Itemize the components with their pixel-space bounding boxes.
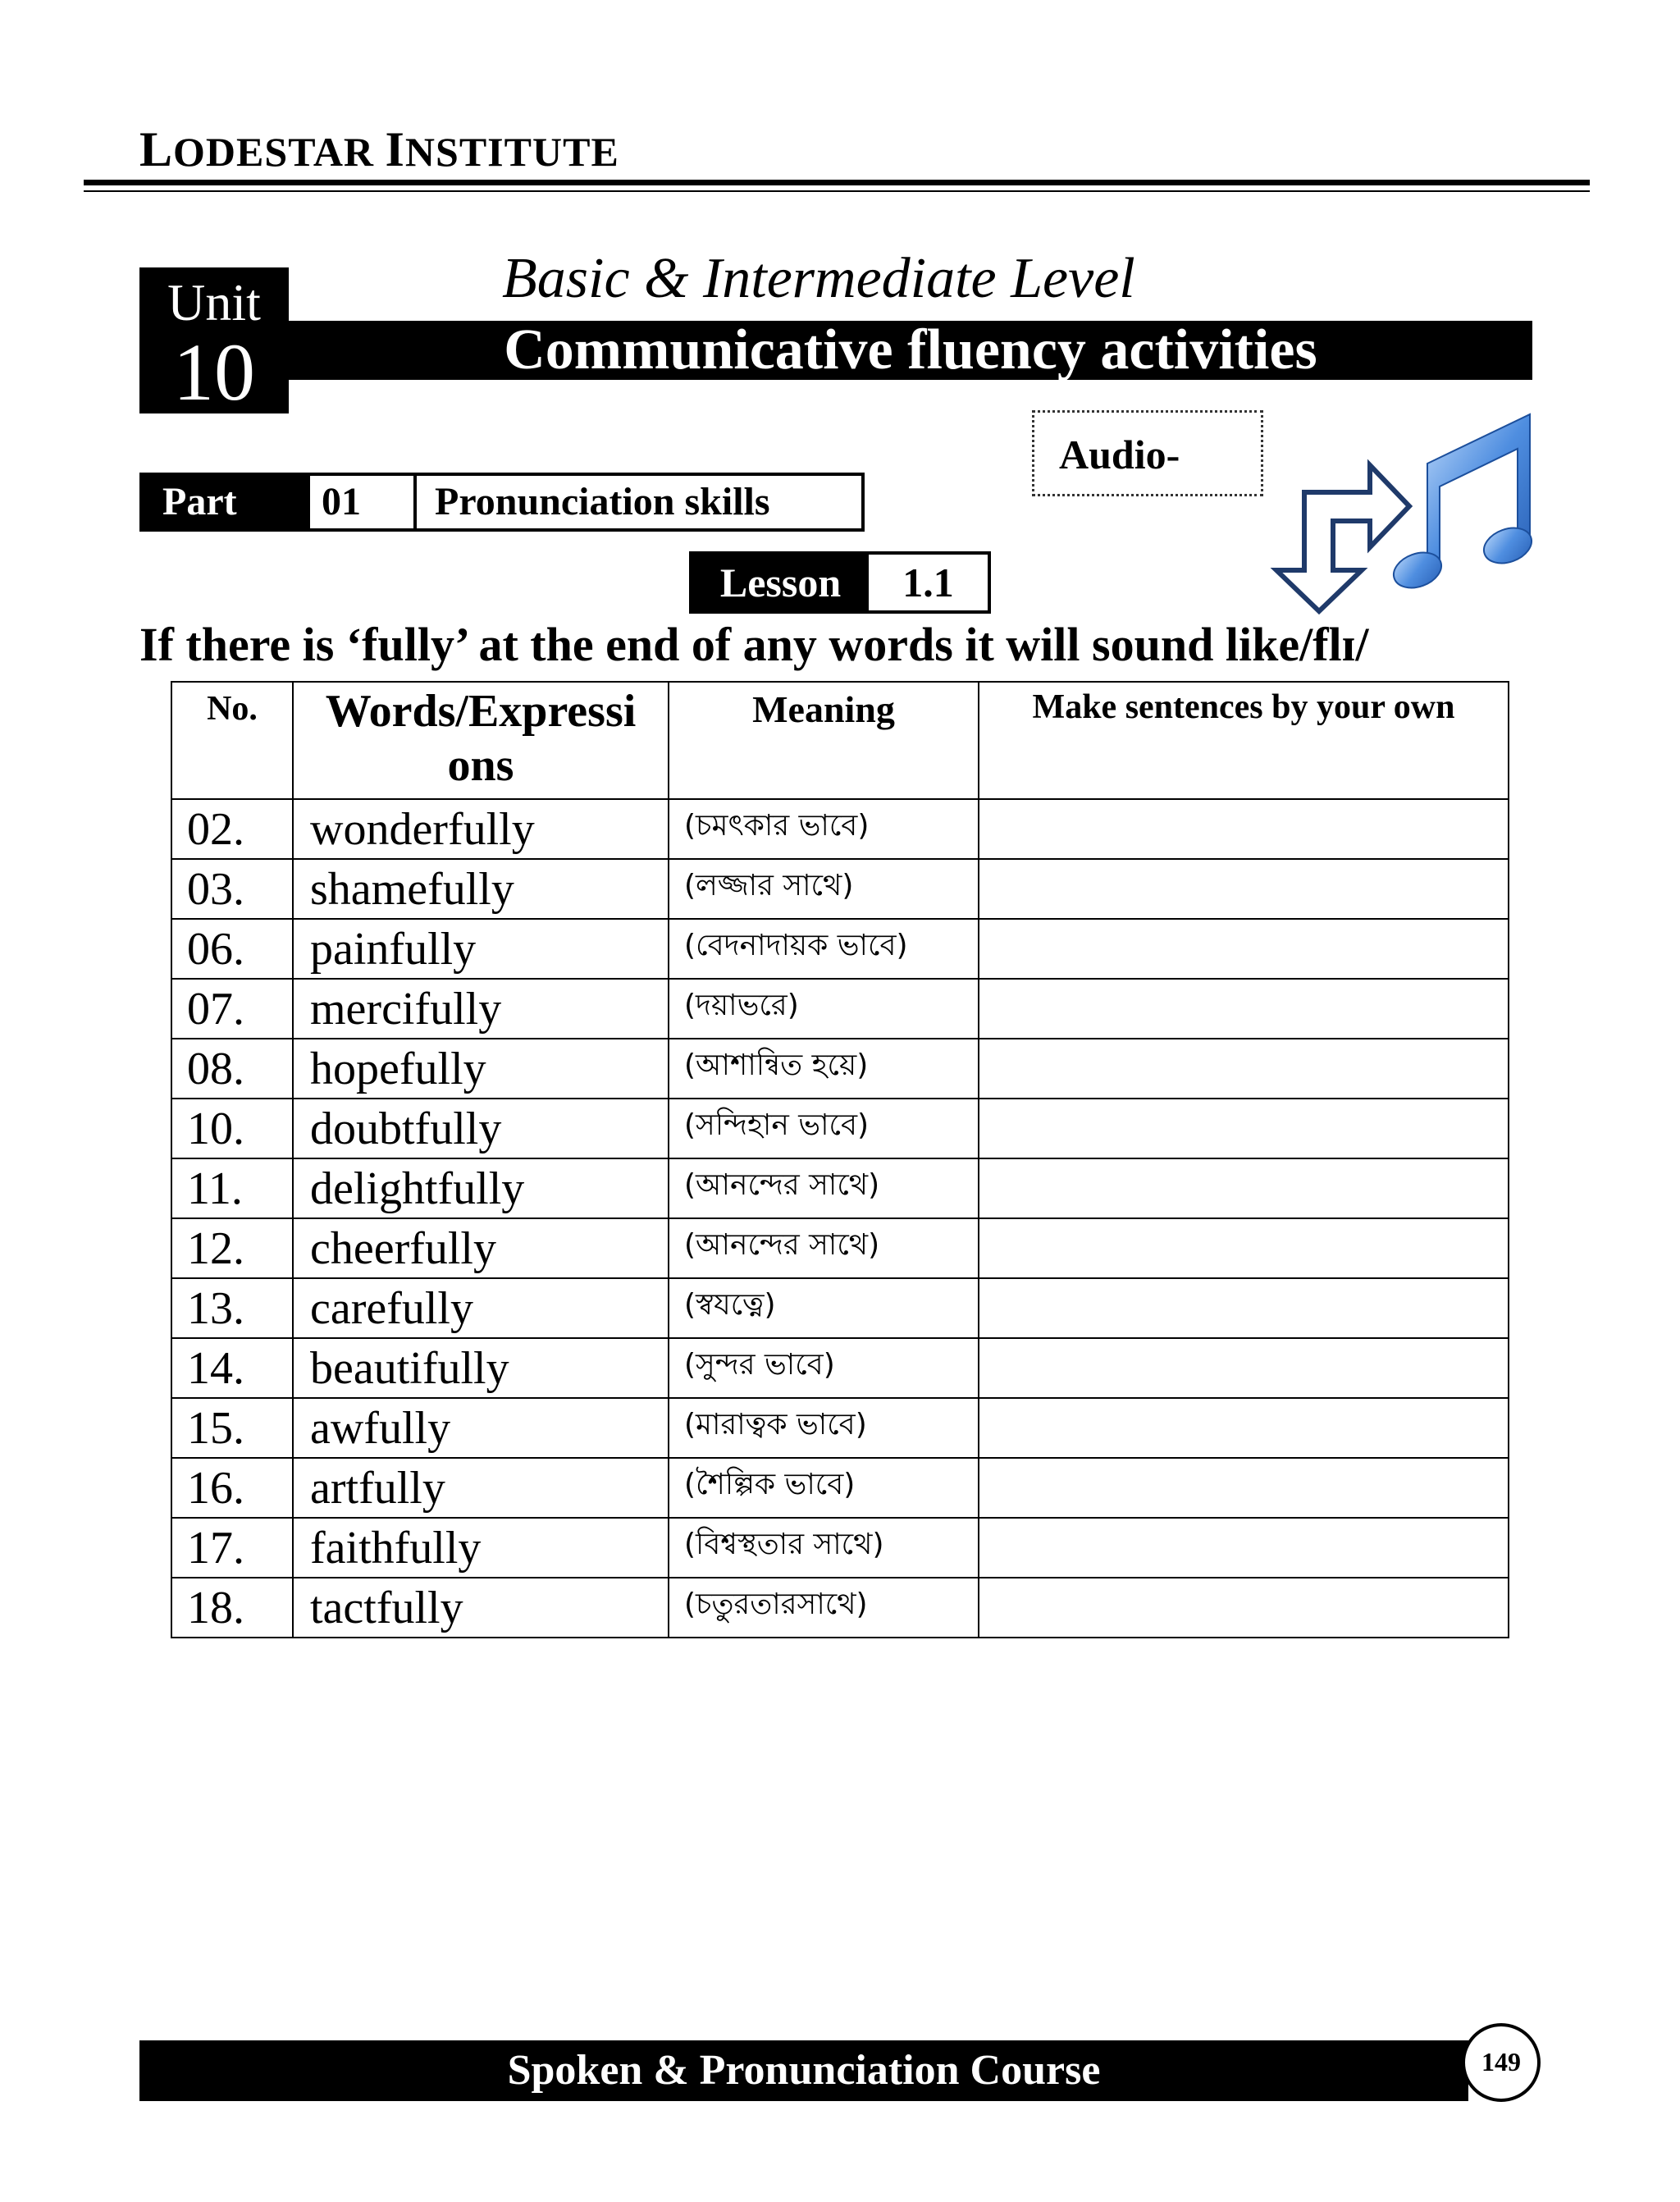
sentence-cell[interactable] bbox=[979, 1039, 1509, 1099]
row-word: painfully bbox=[293, 919, 669, 979]
row-number: 15. bbox=[171, 1398, 293, 1458]
table-row bbox=[171, 1518, 1509, 1578]
sentence-cell[interactable] bbox=[979, 919, 1509, 979]
row-meaning: (বেদনাদায়ক ভাবে) bbox=[669, 919, 979, 979]
row-meaning: (আশান্বিত হয়ে) bbox=[669, 1039, 979, 1099]
row-meaning: (স্বযত্নে) bbox=[669, 1278, 979, 1338]
header-no: No. bbox=[171, 682, 293, 799]
row-meaning: (চমৎকার ভাবে) bbox=[669, 799, 979, 859]
sentence-cell[interactable] bbox=[979, 1218, 1509, 1278]
row-word: hopefully bbox=[293, 1039, 669, 1099]
row-number: 18. bbox=[171, 1578, 293, 1638]
row-number: 02. bbox=[171, 799, 293, 859]
level-subtitle: Basic & Intermediate Level bbox=[502, 247, 1135, 310]
row-word: wonderfully bbox=[293, 799, 669, 859]
audio-arrow-note-graphic[interactable] bbox=[1255, 406, 1550, 624]
page-number: 149 bbox=[1462, 2023, 1541, 2102]
row-number: 03. bbox=[171, 859, 293, 919]
row-word: tactfully bbox=[293, 1578, 669, 1638]
row-meaning: (লজ্জার সাথে) bbox=[669, 859, 979, 919]
institute-header: LODESTAR INSTITUTE bbox=[139, 122, 619, 176]
row-meaning: (মারাত্বক ভাবে) bbox=[669, 1398, 979, 1458]
sentence-cell[interactable] bbox=[979, 1518, 1509, 1578]
table-row bbox=[171, 1099, 1509, 1158]
table-row bbox=[171, 799, 1509, 859]
sentence-cell[interactable] bbox=[979, 1458, 1509, 1518]
row-number: 06. bbox=[171, 919, 293, 979]
row-number: 11. bbox=[171, 1158, 293, 1218]
course-footer: Spoken & Pronunciation Course bbox=[139, 2040, 1468, 2101]
sentence-cell[interactable] bbox=[979, 1338, 1509, 1398]
table-row bbox=[171, 919, 1509, 979]
row-word: faithfully bbox=[293, 1518, 669, 1578]
table-row bbox=[171, 1039, 1509, 1099]
pronunciation-rule: If there is ‘fully’ at the end of any words it will sound like/flɪ/ bbox=[139, 618, 1369, 671]
row-meaning: (বিশ্বস্থতার সাথে) bbox=[669, 1518, 979, 1578]
unit-title: Communicative fluency activities bbox=[289, 321, 1532, 380]
row-word: awfully bbox=[293, 1398, 669, 1458]
audio-box[interactable] bbox=[1032, 410, 1263, 496]
row-number: 17. bbox=[171, 1518, 293, 1578]
table-row bbox=[171, 979, 1509, 1039]
table-row bbox=[171, 1278, 1509, 1338]
sentence-cell[interactable] bbox=[979, 1158, 1509, 1218]
row-number: 08. bbox=[171, 1039, 293, 1099]
part-label: Part bbox=[143, 476, 310, 528]
unit-number: 10 bbox=[173, 327, 255, 418]
row-number: 13. bbox=[171, 1278, 293, 1338]
row-word: carefully bbox=[293, 1278, 669, 1338]
sentence-cell[interactable] bbox=[979, 1278, 1509, 1338]
sentence-cell[interactable] bbox=[979, 1099, 1509, 1158]
part-name: Pronunciation skills bbox=[435, 480, 770, 523]
table-row bbox=[171, 1338, 1509, 1398]
row-meaning: (শৈল্পিক ভাবে) bbox=[669, 1458, 979, 1518]
words-table bbox=[171, 681, 1509, 1638]
row-meaning: (সন্দিহান ভাবে) bbox=[669, 1099, 979, 1158]
row-word: mercifully bbox=[293, 979, 669, 1039]
table-row bbox=[171, 1398, 1509, 1458]
table-row bbox=[171, 1458, 1509, 1518]
sentence-cell[interactable] bbox=[979, 799, 1509, 859]
table-row bbox=[171, 1218, 1509, 1278]
lesson-number: 1.1 bbox=[902, 560, 954, 605]
row-meaning: (সুন্দর ভাবে) bbox=[669, 1338, 979, 1398]
table-row bbox=[171, 1578, 1509, 1638]
header-sentences: Make sentences by your own bbox=[979, 682, 1509, 799]
sentence-cell[interactable] bbox=[979, 979, 1509, 1039]
arrow-right-down-outline-icon bbox=[1276, 465, 1409, 611]
row-number: 12. bbox=[171, 1218, 293, 1278]
table-header-row bbox=[171, 682, 1509, 799]
row-meaning: (আনন্দের সাথে) bbox=[669, 1158, 979, 1218]
row-meaning: (দয়াভরে) bbox=[669, 979, 979, 1039]
row-word: beautifully bbox=[293, 1338, 669, 1398]
row-number: 14. bbox=[171, 1338, 293, 1398]
lesson-label: Lesson bbox=[692, 555, 869, 610]
header-words: Words/Expressi ons bbox=[293, 682, 669, 799]
row-word: doubtfully bbox=[293, 1099, 669, 1158]
row-meaning: (আনন্দের সাথে) bbox=[669, 1218, 979, 1278]
part-row bbox=[139, 473, 865, 532]
music-note-icon bbox=[1389, 414, 1536, 594]
part-number: 01 bbox=[310, 476, 417, 528]
audio-label: Audio- bbox=[1059, 432, 1180, 477]
row-word: delightfully bbox=[293, 1158, 669, 1218]
header-rule-thin bbox=[84, 190, 1590, 192]
row-number: 07. bbox=[171, 979, 293, 1039]
unit-label: Unit bbox=[167, 273, 261, 331]
row-number: 10. bbox=[171, 1099, 293, 1158]
sentence-cell[interactable] bbox=[979, 859, 1509, 919]
row-number: 16. bbox=[171, 1458, 293, 1518]
header-meaning: Meaning bbox=[669, 682, 979, 799]
row-word: shamefully bbox=[293, 859, 669, 919]
sentence-cell[interactable] bbox=[979, 1578, 1509, 1638]
row-word: artfully bbox=[293, 1458, 669, 1518]
lesson-box bbox=[689, 551, 991, 614]
header-rule-thick bbox=[84, 180, 1590, 185]
table-row bbox=[171, 859, 1509, 919]
row-meaning: (চতুরতারসাথে) bbox=[669, 1578, 979, 1638]
unit-badge bbox=[139, 267, 289, 418]
table-row bbox=[171, 1158, 1509, 1218]
sentence-cell[interactable] bbox=[979, 1398, 1509, 1458]
row-word: cheerfully bbox=[293, 1218, 669, 1278]
